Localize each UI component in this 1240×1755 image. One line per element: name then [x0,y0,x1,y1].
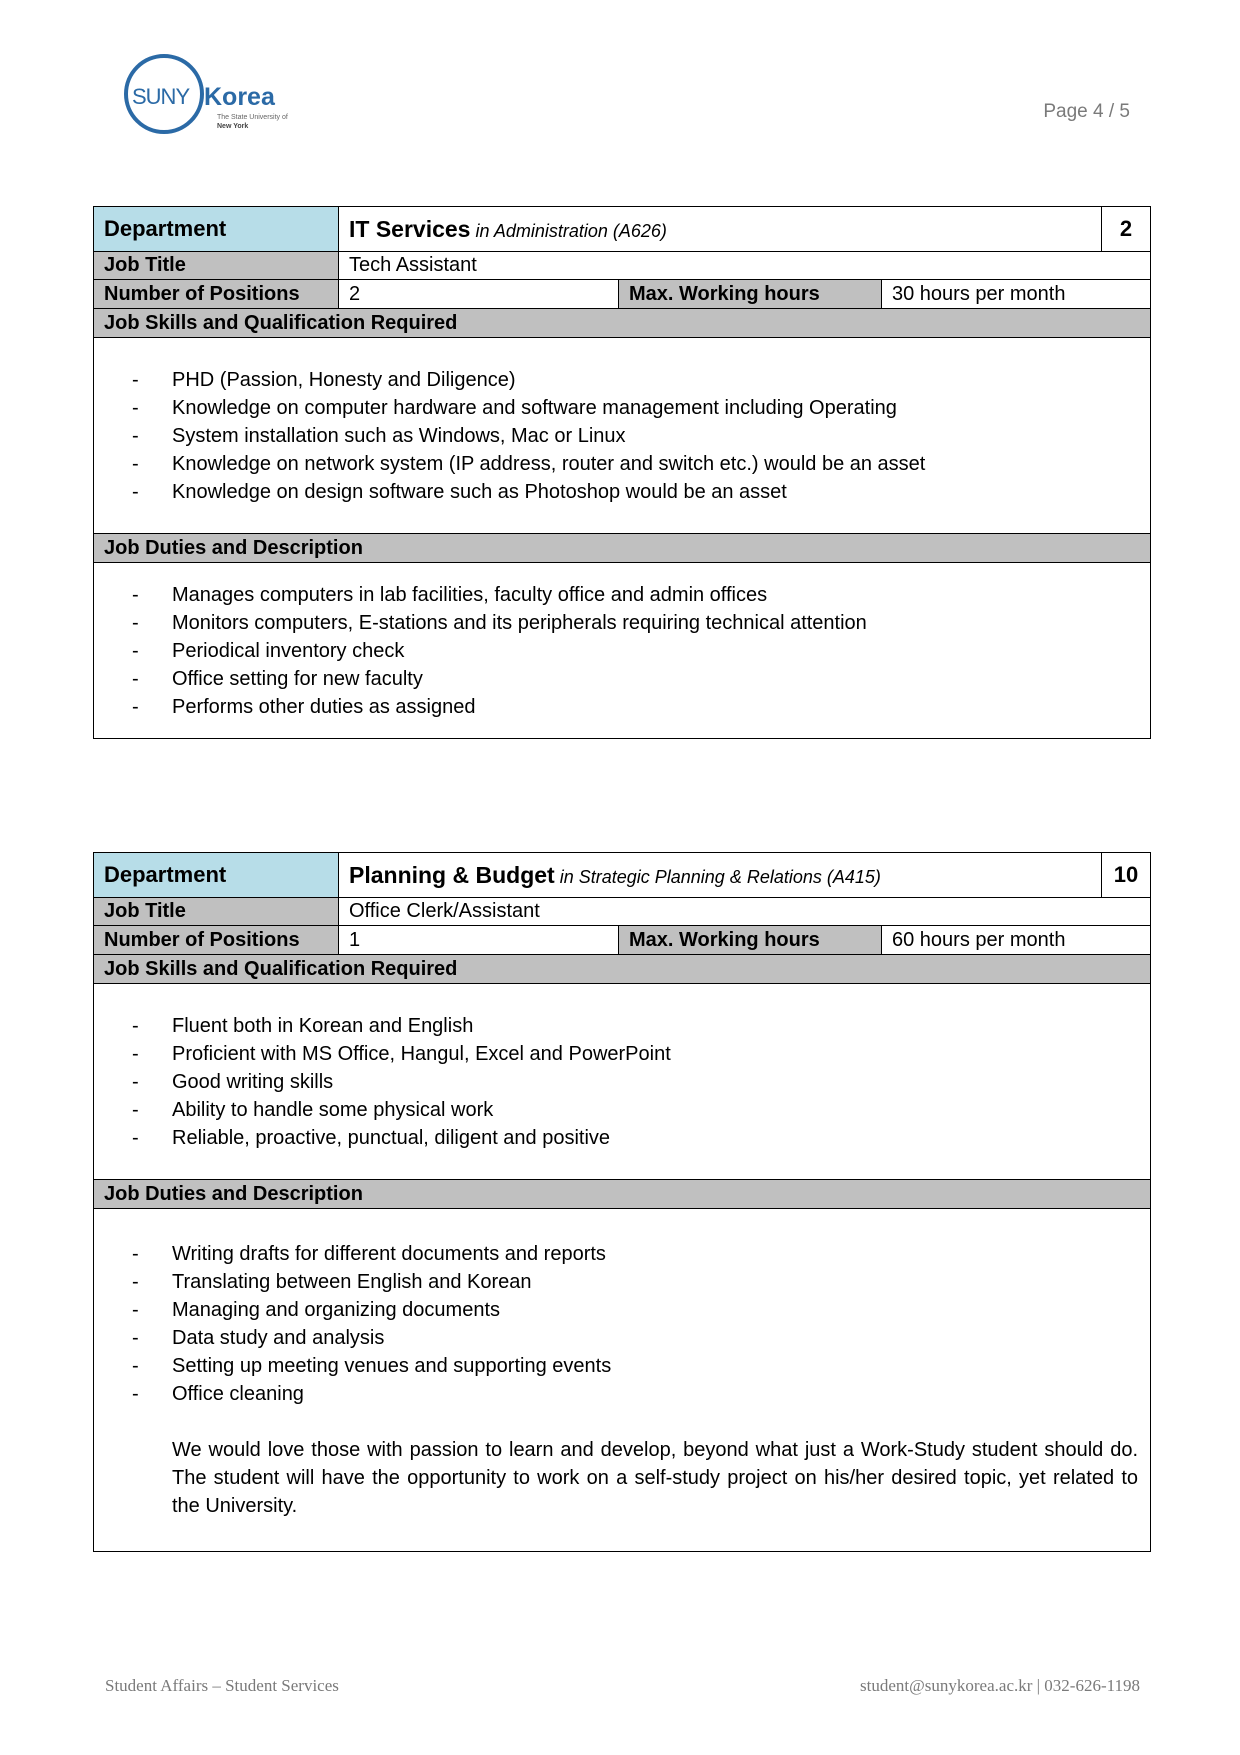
job-title-label: Job Title [94,898,339,926]
list-item: - Periodical inventory check [94,637,1150,665]
logo-subtitle [217,113,297,131]
list-item: - Office cleaning [94,1380,1138,1408]
list-item: - PHD (Passion, Honesty and Diligence) [94,366,1150,394]
list-item: - Data study and analysis [94,1324,1138,1352]
skills-cell [94,338,1151,534]
list-item: - Good writing skills [94,1068,1150,1096]
list-item: - Setting up meeting venues and supporting events [94,1352,1138,1380]
positions-value: 1 [339,926,619,955]
skills-list [94,1012,1150,1152]
duties-list [94,1240,1138,1408]
footer-contact: student@sunykorea.ac.kr | 032-626-1198 [860,1676,1140,1695]
list-item: - Monitors computers, E-stations and its peripherals requiring technical attention [94,609,1150,637]
suny-korea-logo [124,52,299,144]
hours-label: Max. Working hours [619,280,882,309]
duties-header: Job Duties and Description [94,534,1151,563]
department-label: Department [94,207,339,252]
department-sub: in Strategic Planning & Relations (A415) [554,866,881,887]
skills-list [94,366,1150,506]
job-table-it-services [93,206,1151,739]
list-item: - Knowledge on computer hardware and software management including Operating [94,394,1150,422]
department-name: IT Services [349,215,471,242]
page-number: Page 4 / 5 [1043,101,1130,122]
list-item: - Knowledge on design software such as Photoshop would be an asset [94,478,1150,506]
job-title-label: Job Title [94,252,339,280]
department-cell [339,207,1102,252]
hours-value: 30 hours per month [882,280,1151,309]
logo-sub-line1: The State University of [217,114,288,121]
list-item: - Manages computers in lab facilities, faculty office and admin offices [94,581,1150,609]
job-title-value: Tech Assistant [339,252,1151,280]
positions-value: 2 [339,280,619,309]
job-table-planning-budget [93,852,1151,1552]
list-item: - Ability to handle some physical work [94,1096,1150,1124]
list-item: - System installation such as Windows, Mac or Linux [94,422,1150,450]
list-item: - Office setting for new faculty [94,665,1150,693]
logo-brand: SUNY [132,84,190,109]
duties-list [94,581,1150,721]
duties-cell [94,1209,1151,1552]
list-item: - Knowledge on network system (IP address, router and switch etc.) would be an asset [94,450,1150,478]
skills-cell [94,984,1151,1180]
department-cell [339,853,1102,898]
duties-header: Job Duties and Description [94,1180,1151,1209]
hours-value: 60 hours per month [882,926,1151,955]
job-title-value: Office Clerk/Assistant [339,898,1151,926]
list-item: - Translating between English and Korean [94,1268,1138,1296]
duties-cell [94,563,1151,739]
department-sub: in Administration (A626) [470,220,667,241]
skills-header: Job Skills and Qualification Required [94,309,1151,338]
list-item: - Fluent both in Korean and English [94,1012,1150,1040]
footer-department: Student Affairs – Student Services [105,1676,339,1695]
skills-header: Job Skills and Qualification Required [94,955,1151,984]
list-item: - Managing and organizing documents [94,1296,1138,1324]
department-name: Planning & Budget [349,861,555,888]
job-number: 2 [1102,207,1151,252]
job-note: We would love those with passion to learn and develop, beyond what just a Work-Study student should do. The student will have the opportunity to work on a self-study project on his/her desired topic, yet related to the University. [172,1439,1139,1517]
list-item: - Writing drafts for different documents and reports [94,1240,1138,1268]
positions-label: Number of Positions [94,280,339,309]
hours-label: Max. Working hours [619,926,882,955]
positions-label: Number of Positions [94,926,339,955]
list-item: - Performs other duties as assigned [94,693,1150,721]
list-item: - Reliable, proactive, punctual, diligent and positive [94,1124,1150,1152]
logo-name: Korea [204,83,275,111]
list-item: - Proficient with MS Office, Hangul, Excel and PowerPoint [94,1040,1150,1068]
job-number: 10 [1102,853,1151,898]
department-label: Department [94,853,339,898]
logo-sub-line2: New York [217,123,249,130]
